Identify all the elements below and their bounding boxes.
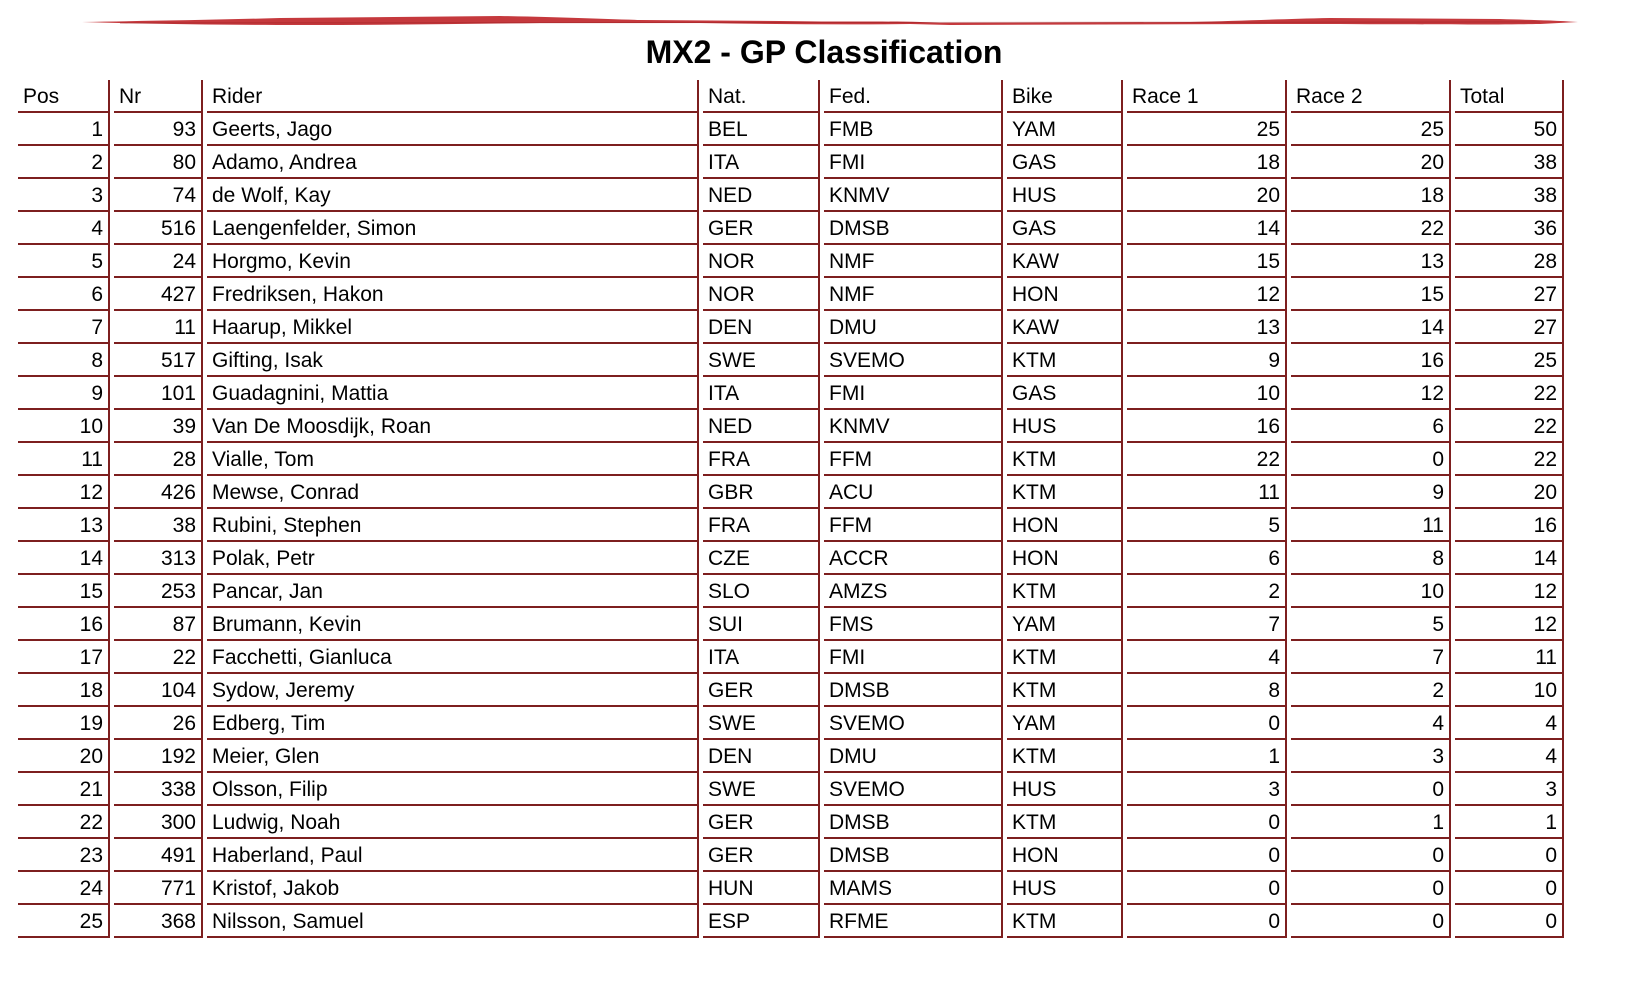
cell-nat: DEN bbox=[703, 740, 820, 773]
cell-rider: Haarup, Mikkel bbox=[207, 311, 699, 344]
cell-fed: NMF bbox=[824, 245, 1003, 278]
cell-bike: HUS bbox=[1007, 179, 1123, 212]
cell-rider: Ludwig, Noah bbox=[207, 806, 699, 839]
table-row bbox=[18, 806, 1564, 839]
cell-race2: 11 bbox=[1291, 509, 1451, 542]
cell-pos: 8 bbox=[18, 344, 110, 377]
cell-pos: 9 bbox=[18, 377, 110, 410]
cell-race2: 16 bbox=[1291, 344, 1451, 377]
cell-nat: SWE bbox=[703, 707, 820, 740]
cell-fed: ACU bbox=[824, 476, 1003, 509]
cell-race2: 22 bbox=[1291, 212, 1451, 245]
cell-nr: 93 bbox=[114, 113, 203, 146]
cell-bike: KTM bbox=[1007, 344, 1123, 377]
cell-nat: NOR bbox=[703, 245, 820, 278]
cell-total: 14 bbox=[1455, 542, 1564, 575]
cell-nr: 80 bbox=[114, 146, 203, 179]
cell-rider: Horgmo, Kevin bbox=[207, 245, 699, 278]
cell-nr: 491 bbox=[114, 839, 203, 872]
cell-rider: Mewse, Conrad bbox=[207, 476, 699, 509]
cell-race2: 3 bbox=[1291, 740, 1451, 773]
cell-pos: 2 bbox=[18, 146, 110, 179]
cell-fed: KNMV bbox=[824, 410, 1003, 443]
cell-fed: DMU bbox=[824, 740, 1003, 773]
cell-total: 10 bbox=[1455, 674, 1564, 707]
cell-rider: Geerts, Jago bbox=[207, 113, 699, 146]
col-header-fed: Fed. bbox=[824, 80, 1003, 113]
cell-nat: NED bbox=[703, 179, 820, 212]
cell-race1: 5 bbox=[1127, 509, 1287, 542]
cell-bike: YAM bbox=[1007, 707, 1123, 740]
table-row bbox=[18, 509, 1564, 542]
cell-race2: 0 bbox=[1291, 773, 1451, 806]
cell-race1: 11 bbox=[1127, 476, 1287, 509]
cell-race2: 13 bbox=[1291, 245, 1451, 278]
cell-pos: 1 bbox=[18, 113, 110, 146]
cell-nr: 22 bbox=[114, 641, 203, 674]
cell-total: 38 bbox=[1455, 179, 1564, 212]
cell-race1: 8 bbox=[1127, 674, 1287, 707]
cell-bike: HON bbox=[1007, 278, 1123, 311]
cell-nat: GER bbox=[703, 839, 820, 872]
cell-race2: 7 bbox=[1291, 641, 1451, 674]
cell-total: 20 bbox=[1455, 476, 1564, 509]
cell-nr: 426 bbox=[114, 476, 203, 509]
cell-bike: KTM bbox=[1007, 641, 1123, 674]
cell-nr: 300 bbox=[114, 806, 203, 839]
cell-pos: 12 bbox=[18, 476, 110, 509]
cell-nr: 26 bbox=[114, 707, 203, 740]
cell-fed: FFM bbox=[824, 443, 1003, 476]
cell-bike: HUS bbox=[1007, 872, 1123, 905]
cell-bike: KTM bbox=[1007, 740, 1123, 773]
cell-nr: 338 bbox=[114, 773, 203, 806]
cell-race1: 15 bbox=[1127, 245, 1287, 278]
cell-race2: 0 bbox=[1291, 872, 1451, 905]
cell-total: 4 bbox=[1455, 740, 1564, 773]
table-row bbox=[18, 311, 1564, 344]
cell-total: 25 bbox=[1455, 344, 1564, 377]
cell-rider: Van De Moosdijk, Roan bbox=[207, 410, 699, 443]
cell-nr: 101 bbox=[114, 377, 203, 410]
cell-fed: SVEMO bbox=[824, 773, 1003, 806]
cell-rider: Brumann, Kevin bbox=[207, 608, 699, 641]
cell-bike: KTM bbox=[1007, 443, 1123, 476]
table-row bbox=[18, 410, 1564, 443]
table-row bbox=[18, 707, 1564, 740]
cell-bike: HON bbox=[1007, 542, 1123, 575]
cell-race1: 20 bbox=[1127, 179, 1287, 212]
cell-rider: Kristof, Jakob bbox=[207, 872, 699, 905]
col-header-race2: Race 2 bbox=[1291, 80, 1451, 113]
table-row bbox=[18, 542, 1564, 575]
cell-fed: RFME bbox=[824, 905, 1003, 938]
cell-rider: Olsson, Filip bbox=[207, 773, 699, 806]
cell-pos: 10 bbox=[18, 410, 110, 443]
col-header-nat: Nat. bbox=[703, 80, 820, 113]
header-row bbox=[18, 80, 1564, 113]
cell-fed: NMF bbox=[824, 278, 1003, 311]
cell-race1: 12 bbox=[1127, 278, 1287, 311]
cell-race1: 25 bbox=[1127, 113, 1287, 146]
col-header-bike: Bike bbox=[1007, 80, 1123, 113]
cell-nat: ITA bbox=[703, 377, 820, 410]
cell-nr: 313 bbox=[114, 542, 203, 575]
cell-fed: DMSB bbox=[824, 212, 1003, 245]
brush-stroke-banner bbox=[80, 10, 1580, 32]
cell-nat: GBR bbox=[703, 476, 820, 509]
cell-race1: 0 bbox=[1127, 872, 1287, 905]
cell-pos: 23 bbox=[18, 839, 110, 872]
cell-race2: 0 bbox=[1291, 443, 1451, 476]
table-row bbox=[18, 872, 1564, 905]
col-header-rider: Rider bbox=[207, 80, 699, 113]
cell-bike: KTM bbox=[1007, 905, 1123, 938]
cell-race2: 8 bbox=[1291, 542, 1451, 575]
cell-nat: SLO bbox=[703, 575, 820, 608]
cell-pos: 4 bbox=[18, 212, 110, 245]
cell-nr: 87 bbox=[114, 608, 203, 641]
cell-bike: KAW bbox=[1007, 245, 1123, 278]
cell-race2: 4 bbox=[1291, 707, 1451, 740]
col-header-pos: Pos bbox=[18, 80, 110, 113]
cell-rider: Laengenfelder, Simon bbox=[207, 212, 699, 245]
cell-rider: Adamo, Andrea bbox=[207, 146, 699, 179]
cell-bike: GAS bbox=[1007, 146, 1123, 179]
cell-nat: NOR bbox=[703, 278, 820, 311]
cell-nr: 516 bbox=[114, 212, 203, 245]
table-row bbox=[18, 674, 1564, 707]
cell-pos: 7 bbox=[18, 311, 110, 344]
cell-total: 22 bbox=[1455, 410, 1564, 443]
cell-bike: KTM bbox=[1007, 806, 1123, 839]
cell-race1: 0 bbox=[1127, 905, 1287, 938]
cell-pos: 14 bbox=[18, 542, 110, 575]
cell-race1: 2 bbox=[1127, 575, 1287, 608]
cell-fed: KNMV bbox=[824, 179, 1003, 212]
cell-race2: 15 bbox=[1291, 278, 1451, 311]
table-row bbox=[18, 773, 1564, 806]
cell-rider: Meier, Glen bbox=[207, 740, 699, 773]
cell-rider: Gifting, Isak bbox=[207, 344, 699, 377]
cell-bike: HON bbox=[1007, 509, 1123, 542]
cell-race2: 6 bbox=[1291, 410, 1451, 443]
cell-pos: 6 bbox=[18, 278, 110, 311]
table-row bbox=[18, 113, 1564, 146]
cell-race2: 0 bbox=[1291, 905, 1451, 938]
cell-total: 0 bbox=[1455, 905, 1564, 938]
cell-race2: 0 bbox=[1291, 839, 1451, 872]
cell-nat: SWE bbox=[703, 773, 820, 806]
cell-nat: GER bbox=[703, 674, 820, 707]
cell-nat: FRA bbox=[703, 509, 820, 542]
col-header-total: Total bbox=[1455, 80, 1564, 113]
cell-total: 4 bbox=[1455, 707, 1564, 740]
cell-nat: NED bbox=[703, 410, 820, 443]
cell-race2: 25 bbox=[1291, 113, 1451, 146]
cell-total: 22 bbox=[1455, 443, 1564, 476]
cell-nr: 771 bbox=[114, 872, 203, 905]
cell-bike: YAM bbox=[1007, 113, 1123, 146]
col-header-nr: Nr bbox=[114, 80, 203, 113]
cell-race2: 9 bbox=[1291, 476, 1451, 509]
cell-fed: FMS bbox=[824, 608, 1003, 641]
table-row bbox=[18, 278, 1564, 311]
cell-total: 0 bbox=[1455, 872, 1564, 905]
cell-race2: 20 bbox=[1291, 146, 1451, 179]
cell-pos: 24 bbox=[18, 872, 110, 905]
cell-total: 50 bbox=[1455, 113, 1564, 146]
cell-total: 11 bbox=[1455, 641, 1564, 674]
cell-total: 12 bbox=[1455, 575, 1564, 608]
cell-race1: 4 bbox=[1127, 641, 1287, 674]
cell-nat: BEL bbox=[703, 113, 820, 146]
col-header-race1: Race 1 bbox=[1127, 80, 1287, 113]
cell-bike: KTM bbox=[1007, 674, 1123, 707]
cell-nr: 427 bbox=[114, 278, 203, 311]
cell-rider: de Wolf, Kay bbox=[207, 179, 699, 212]
cell-nat: CZE bbox=[703, 542, 820, 575]
cell-bike: GAS bbox=[1007, 377, 1123, 410]
cell-fed: FMI bbox=[824, 146, 1003, 179]
cell-fed: SVEMO bbox=[824, 707, 1003, 740]
cell-nat: DEN bbox=[703, 311, 820, 344]
cell-nat: GER bbox=[703, 806, 820, 839]
cell-pos: 15 bbox=[18, 575, 110, 608]
cell-nr: 104 bbox=[114, 674, 203, 707]
cell-race1: 16 bbox=[1127, 410, 1287, 443]
cell-race2: 5 bbox=[1291, 608, 1451, 641]
cell-race1: 0 bbox=[1127, 839, 1287, 872]
cell-nr: 11 bbox=[114, 311, 203, 344]
cell-rider: Guadagnini, Mattia bbox=[207, 377, 699, 410]
cell-nat: ITA bbox=[703, 641, 820, 674]
cell-nat: SUI bbox=[703, 608, 820, 641]
cell-fed: FFM bbox=[824, 509, 1003, 542]
cell-pos: 17 bbox=[18, 641, 110, 674]
cell-fed: DMSB bbox=[824, 674, 1003, 707]
cell-nr: 38 bbox=[114, 509, 203, 542]
cell-bike: YAM bbox=[1007, 608, 1123, 641]
cell-race1: 3 bbox=[1127, 773, 1287, 806]
cell-fed: DMSB bbox=[824, 806, 1003, 839]
table-row bbox=[18, 212, 1564, 245]
page-title: MX2 - GP Classification bbox=[645, 34, 1003, 70]
cell-race1: 10 bbox=[1127, 377, 1287, 410]
cell-total: 0 bbox=[1455, 839, 1564, 872]
cell-fed: FMI bbox=[824, 377, 1003, 410]
cell-rider: Vialle, Tom bbox=[207, 443, 699, 476]
cell-bike: GAS bbox=[1007, 212, 1123, 245]
table-row bbox=[18, 443, 1564, 476]
cell-pos: 3 bbox=[18, 179, 110, 212]
cell-race1: 13 bbox=[1127, 311, 1287, 344]
cell-nr: 253 bbox=[114, 575, 203, 608]
cell-pos: 20 bbox=[18, 740, 110, 773]
cell-race1: 22 bbox=[1127, 443, 1287, 476]
cell-rider: Nilsson, Samuel bbox=[207, 905, 699, 938]
cell-nr: 368 bbox=[114, 905, 203, 938]
cell-total: 16 bbox=[1455, 509, 1564, 542]
table-row bbox=[18, 245, 1564, 278]
cell-fed: FMI bbox=[824, 641, 1003, 674]
table-row bbox=[18, 905, 1564, 938]
cell-bike: HUS bbox=[1007, 773, 1123, 806]
table-row bbox=[18, 377, 1564, 410]
cell-total: 12 bbox=[1455, 608, 1564, 641]
cell-total: 38 bbox=[1455, 146, 1564, 179]
cell-nr: 39 bbox=[114, 410, 203, 443]
cell-rider: Sydow, Jeremy bbox=[207, 674, 699, 707]
cell-race1: 6 bbox=[1127, 542, 1287, 575]
cell-race1: 0 bbox=[1127, 707, 1287, 740]
cell-nr: 28 bbox=[114, 443, 203, 476]
cell-nat: SWE bbox=[703, 344, 820, 377]
table-row bbox=[18, 344, 1564, 377]
cell-nr: 24 bbox=[114, 245, 203, 278]
cell-total: 28 bbox=[1455, 245, 1564, 278]
cell-rider: Edberg, Tim bbox=[207, 707, 699, 740]
cell-nat: ITA bbox=[703, 146, 820, 179]
cell-total: 27 bbox=[1455, 278, 1564, 311]
cell-pos: 22 bbox=[18, 806, 110, 839]
cell-bike: HON bbox=[1007, 839, 1123, 872]
cell-fed: SVEMO bbox=[824, 344, 1003, 377]
cell-fed: FMB bbox=[824, 113, 1003, 146]
cell-race2: 14 bbox=[1291, 311, 1451, 344]
table-row bbox=[18, 608, 1564, 641]
cell-pos: 19 bbox=[18, 707, 110, 740]
cell-bike: KTM bbox=[1007, 476, 1123, 509]
cell-pos: 11 bbox=[18, 443, 110, 476]
table-row bbox=[18, 476, 1564, 509]
cell-pos: 25 bbox=[18, 905, 110, 938]
cell-pos: 5 bbox=[18, 245, 110, 278]
cell-nat: FRA bbox=[703, 443, 820, 476]
cell-total: 22 bbox=[1455, 377, 1564, 410]
cell-bike: KTM bbox=[1007, 575, 1123, 608]
cell-total: 27 bbox=[1455, 311, 1564, 344]
cell-bike: HUS bbox=[1007, 410, 1123, 443]
cell-rider: Facchetti, Gianluca bbox=[207, 641, 699, 674]
cell-fed: AMZS bbox=[824, 575, 1003, 608]
cell-bike: KAW bbox=[1007, 311, 1123, 344]
cell-pos: 16 bbox=[18, 608, 110, 641]
cell-race1: 1 bbox=[1127, 740, 1287, 773]
cell-race2: 10 bbox=[1291, 575, 1451, 608]
cell-nr: 74 bbox=[114, 179, 203, 212]
cell-nat: HUN bbox=[703, 872, 820, 905]
cell-total: 1 bbox=[1455, 806, 1564, 839]
cell-fed: DMU bbox=[824, 311, 1003, 344]
cell-race2: 1 bbox=[1291, 806, 1451, 839]
cell-race1: 7 bbox=[1127, 608, 1287, 641]
cell-nr: 517 bbox=[114, 344, 203, 377]
cell-rider: Fredriksen, Hakon bbox=[207, 278, 699, 311]
cell-total: 36 bbox=[1455, 212, 1564, 245]
cell-fed: ACCR bbox=[824, 542, 1003, 575]
cell-rider: Haberland, Paul bbox=[207, 839, 699, 872]
classification-table bbox=[14, 80, 1568, 938]
cell-nat: ESP bbox=[703, 905, 820, 938]
cell-fed: MAMS bbox=[824, 872, 1003, 905]
cell-race1: 9 bbox=[1127, 344, 1287, 377]
cell-race1: 14 bbox=[1127, 212, 1287, 245]
cell-rider: Polak, Petr bbox=[207, 542, 699, 575]
cell-race1: 18 bbox=[1127, 146, 1287, 179]
table-row bbox=[18, 641, 1564, 674]
cell-nat: GER bbox=[703, 212, 820, 245]
table-row bbox=[18, 179, 1564, 212]
table-row bbox=[18, 146, 1564, 179]
cell-race2: 12 bbox=[1291, 377, 1451, 410]
cell-fed: DMSB bbox=[824, 839, 1003, 872]
cell-race2: 18 bbox=[1291, 179, 1451, 212]
cell-race1: 0 bbox=[1127, 806, 1287, 839]
cell-pos: 13 bbox=[18, 509, 110, 542]
cell-total: 3 bbox=[1455, 773, 1564, 806]
cell-nr: 192 bbox=[114, 740, 203, 773]
cell-race2: 2 bbox=[1291, 674, 1451, 707]
table-row bbox=[18, 740, 1564, 773]
cell-rider: Pancar, Jan bbox=[207, 575, 699, 608]
table-row bbox=[18, 839, 1564, 872]
cell-rider: Rubini, Stephen bbox=[207, 509, 699, 542]
table-row bbox=[18, 575, 1564, 608]
cell-pos: 21 bbox=[18, 773, 110, 806]
cell-pos: 18 bbox=[18, 674, 110, 707]
